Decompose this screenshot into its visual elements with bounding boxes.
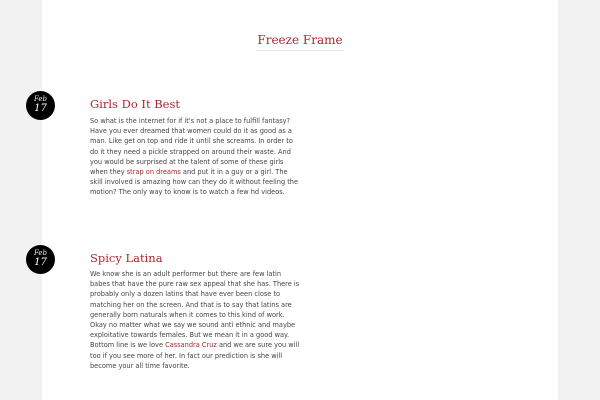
post-inline-link[interactable]: Cassandra Cruz (165, 341, 217, 350)
post-date-month: Feb (33, 249, 48, 257)
post-body-text: We know she is an adult performer but there are few latin babes that have the pure raw sex appeal that she has. There is probably only a dozen latins that have ever been close to matching her on the screen. And that is to say that latins are generally born naturals when it comes to this kind of work. Okay no matter what we say we sound anti ethnic and maybe exploitative towards females. But we mean it in a good way. Bottom line is we love (90, 270, 300, 350)
post-date-day: 17 (34, 257, 47, 268)
post-title-spicy-latina[interactable]: Spicy Latina (90, 251, 163, 265)
post-body-text: So what is the internet for if it's not a place to fulfill fantasy? Have you ever dreamed that women could do it as good as a man. Like get on top and ride it until she screams. In order to do it they need a pickle strapped on around their waste. And you would be surprised at the talent of some of these girls when they (90, 117, 293, 177)
post-date-badge (26, 245, 55, 274)
post-inline-link[interactable]: strap on dreams (126, 168, 181, 177)
post-body (90, 116, 302, 198)
post-date-badge (26, 91, 55, 120)
post-date-month: Feb (33, 95, 48, 103)
post-date-day: 17 (34, 103, 47, 114)
post-body-text: and put it in a guy or a girl. The skill involved is amazing how can they do it without feeling the motion? The only way to know is to watch a few hd videos. (90, 168, 299, 197)
post-body-text: and we are sure you will too if you see more of her. In fact our prediction is she will become your all time favorite. (90, 341, 300, 370)
post-title-girls-do-it-best[interactable]: Girls Do It Best (90, 97, 180, 111)
title-divider (257, 50, 343, 51)
site-title[interactable]: Freeze Frame (257, 33, 343, 47)
post-body (90, 269, 302, 371)
